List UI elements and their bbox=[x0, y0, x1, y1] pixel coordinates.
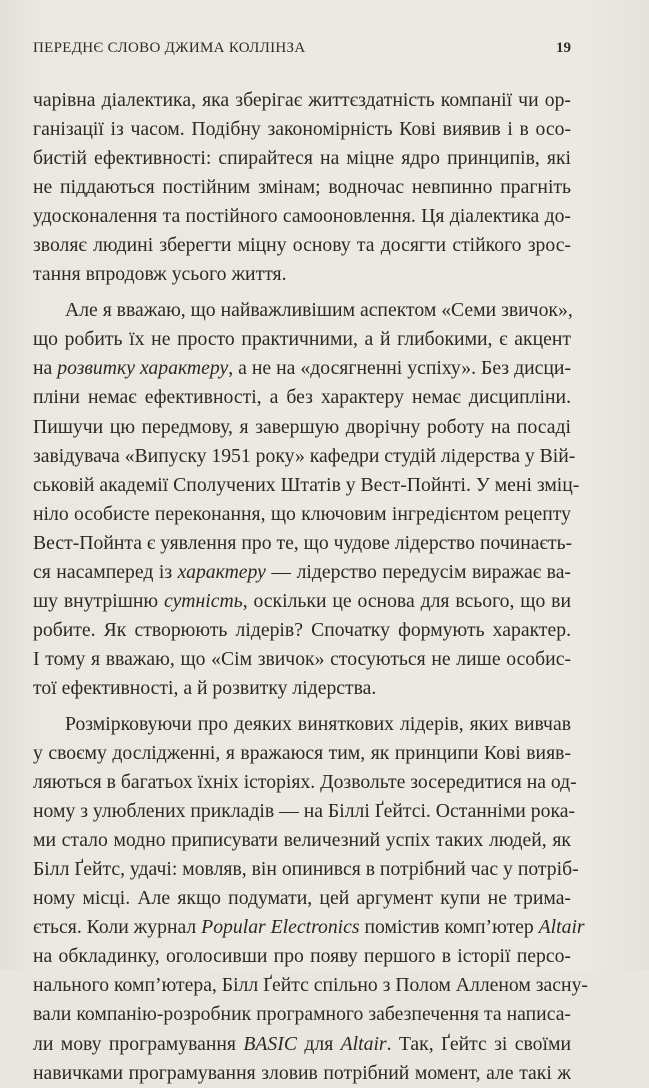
page-number: 19 bbox=[556, 40, 571, 56]
text-line: що робить їх не просто практичними, а й глибокими, є акцент bbox=[33, 328, 571, 351]
text-line: ніло особисте переконання, що ключовим інгредієнтом рецепту bbox=[33, 502, 571, 525]
paragraph-2 bbox=[33, 296, 580, 703]
text-line: ється. Коли журнал Popular Electronics помістив комп’ютер Altair bbox=[33, 916, 585, 939]
text-line: навичками програмування зловив потрібний момент, але такі ж bbox=[33, 1061, 571, 1084]
text-line: ному місці. Але якщо подумати, цей аргумент купи не трима- bbox=[33, 887, 571, 910]
text-line: шу внутрішню сутність, оскільки це основа для всього, що ви bbox=[33, 589, 571, 612]
text-line: на розвитку характеру, а не на «досягненні успіху». Без дисци- bbox=[33, 357, 571, 380]
text-line: І тому я вважаю, що «Сім звичок» стосуються не лише особис- bbox=[33, 647, 571, 670]
text-line: зволяє людині зберегти міцну основу та досягти стійкого зрос- bbox=[33, 234, 571, 257]
text-line: Пишучи цю передмову, я завершую дворічну роботу на посаді bbox=[33, 415, 571, 438]
body-text bbox=[33, 86, 588, 1088]
text-line: не піддаються постійним змінам; водночас невпинно прагніть bbox=[33, 176, 571, 199]
text-line: пліни немає ефективності, а без характеру немає дисципліни. bbox=[33, 386, 571, 409]
page-header bbox=[33, 40, 571, 57]
text-line: вали компанію-розробник програмного забезпечення та написа- bbox=[33, 1003, 571, 1026]
text-line: у своєму дослідженні, я вражаюся тим, як принципи Кові вияв- bbox=[33, 742, 571, 765]
text-line: ганізації із часом. Подібну закономірність Кові виявив і в осо- bbox=[33, 118, 571, 141]
text-line: тої ефективності, а й розвитку лідерства. bbox=[33, 676, 377, 699]
text-line: ськовій академії Сполучених Штатів у Вест-Пойнті. У мені зміц- bbox=[33, 473, 580, 496]
text-line: ся насамперед із характеру — лідерство передусім виражає ва- bbox=[33, 560, 571, 583]
text-line: на обкладинку, оголосивши про появу першого в історії персо- bbox=[33, 945, 571, 968]
text-line: тання впродовж усього життя. bbox=[33, 263, 287, 286]
text-line: Розмірковуючи про деяких виняткових лідерів, яких вивчав bbox=[65, 712, 571, 735]
text-line: Вест-Пойнта є уявлення про те, що чудове лідерство починаєть- bbox=[33, 531, 573, 554]
text-line: бистій ефективності: спирайтеся на міцне ядро принципів, які bbox=[33, 147, 571, 170]
text-line: ми стало модно приписувати величезний успіх таких людей, як bbox=[33, 829, 571, 852]
paragraph-1 bbox=[33, 86, 571, 289]
text-line: нального комп’ютера, Білл Ґейтс спільно з Полом Алленом засну- bbox=[33, 974, 588, 997]
text-line: робите. Як створюють лідерів? Спочатку формують характер. bbox=[33, 618, 571, 641]
text-line: удосконалення та постійного самооновлення. Ця діалектика до- bbox=[33, 205, 571, 228]
text-line: Білл Ґейтс, удачі: мовляв, він опинився в потрібний час у потріб- bbox=[33, 858, 579, 881]
text-line: чарівна діалектика, яка зберігає життєздатність компанії чи ор- bbox=[33, 89, 571, 111]
text-line: завідувача «Випуску 1951 року» кафедри студій лідерства у Вій- bbox=[33, 444, 576, 467]
text-line: ному з улюблених прикладів — на Біллі Ґейтсі. Останніми рока- bbox=[33, 800, 576, 823]
text-line: ляються в багатьох їхніх історіях. Дозвольте зосередитися на од- bbox=[33, 771, 577, 794]
running-head: ПЕРЕДНЄ СЛОВО ДЖИМА КОЛЛІНЗА bbox=[33, 40, 306, 56]
paragraph-3 bbox=[33, 710, 588, 1088]
text-line: ли мову програмування BASIC для Altair. Так, Ґейтс зі своїми bbox=[33, 1032, 571, 1055]
text-line: Але я вважаю, що найважливішим аспектом «Семи звичок», bbox=[65, 299, 573, 322]
